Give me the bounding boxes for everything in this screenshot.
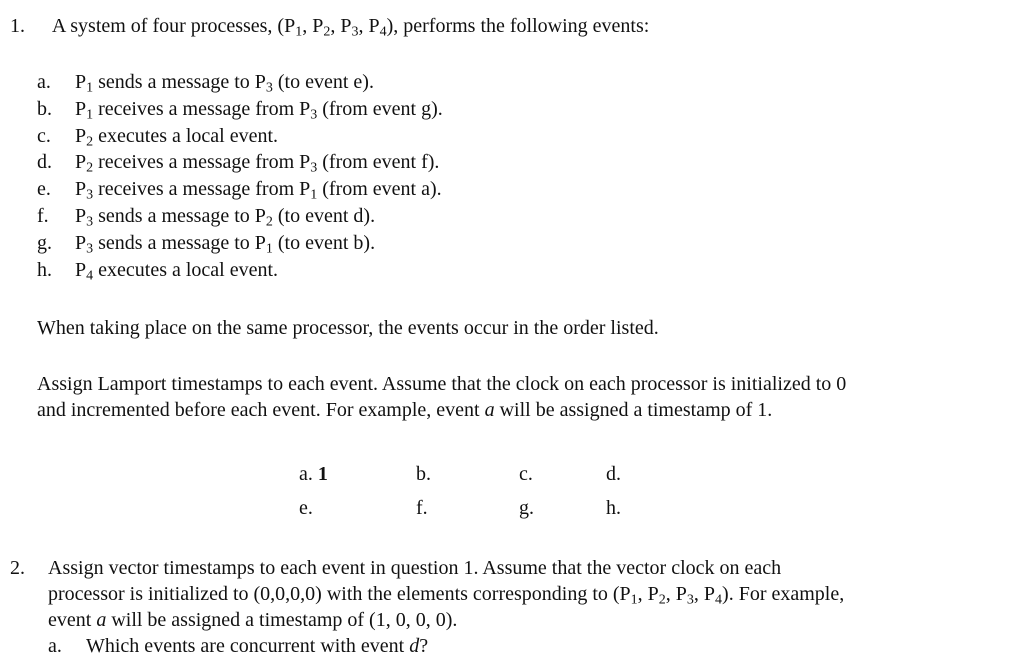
list-item: f. $P_3$ sends a message to $P_2$ (to event d). bbox=[37, 204, 376, 230]
answer-b: b. bbox=[416, 463, 431, 485]
answer-e: e. bbox=[299, 497, 313, 519]
event-label: h. bbox=[37, 258, 52, 281]
q2-number: 2. bbox=[10, 557, 25, 579]
q2-sub-label: a. bbox=[48, 635, 62, 657]
order-note: When taking place on the same processor, the events occur in the order listed. bbox=[37, 317, 659, 339]
q1-number: 1. bbox=[10, 15, 25, 37]
assign-line-1: Assign Lamport timestamps to each event. Assume that the clock on each processor is initialized to 0 bbox=[37, 373, 847, 395]
answer-a: a. 1 bbox=[299, 463, 328, 485]
assign-paragraph bbox=[37, 371, 846, 423]
answer-h: h. bbox=[606, 497, 621, 519]
answer-g: g. bbox=[519, 497, 534, 519]
list-item: a. $P_1$ sends a message to $P_3$ (to event e). bbox=[37, 71, 374, 96]
q1-intro: A system of four processes, ($P_1$, $P_2$, $P_3$, $P_4$), performs the following events: bbox=[51, 15, 650, 40]
event-label: d. bbox=[37, 151, 52, 174]
answer-d: d. bbox=[606, 463, 621, 485]
q1-heading bbox=[10, 13, 649, 39]
list-item: h. $P_4$ executes a local event. bbox=[37, 258, 279, 284]
assign-line-2: and incremented before each event. For example, event a will be assigned a timestamp of 1. bbox=[37, 399, 773, 421]
q2-line-2: processor is initialized to (0,0,0,0) with the elements corresponding to ($P_1$, $P_2$, $P_3$, $P_4$). For example, bbox=[48, 583, 845, 608]
event-label: a. bbox=[37, 71, 51, 93]
answer-c: c. bbox=[519, 463, 533, 485]
list-item: g. $P_3$ sends a message to $P_1$ (to event b). bbox=[37, 231, 376, 257]
event-label: b. bbox=[37, 97, 52, 120]
list-item: e. $P_3$ receives a message from $P_1$ (from event a). bbox=[37, 178, 442, 203]
event-label: f. bbox=[37, 204, 49, 227]
answer-f: f. bbox=[416, 497, 428, 519]
q2-line-1: Assign vector timestamps to each event in question 1. Assume that the vector clock on each bbox=[48, 557, 782, 579]
list-item: c. $P_2$ executes a local event. bbox=[37, 124, 279, 150]
q2-text bbox=[48, 555, 844, 659]
event-label: g. bbox=[37, 231, 52, 254]
event-label: c. bbox=[37, 124, 51, 147]
event-label: e. bbox=[37, 178, 51, 201]
event-list bbox=[37, 69, 443, 283]
q2-line-3: event a will be assigned a timestamp of (1, 0, 0, 0). bbox=[48, 609, 458, 631]
list-item: d. $P_2$ receives a message from $P_3$ (from event f). bbox=[37, 151, 440, 176]
list-item: b. $P_1$ receives a message from $P_3$ (from event g). bbox=[37, 97, 443, 123]
q2-subquestion: a. Which events are concurrent with event d? bbox=[48, 635, 429, 657]
